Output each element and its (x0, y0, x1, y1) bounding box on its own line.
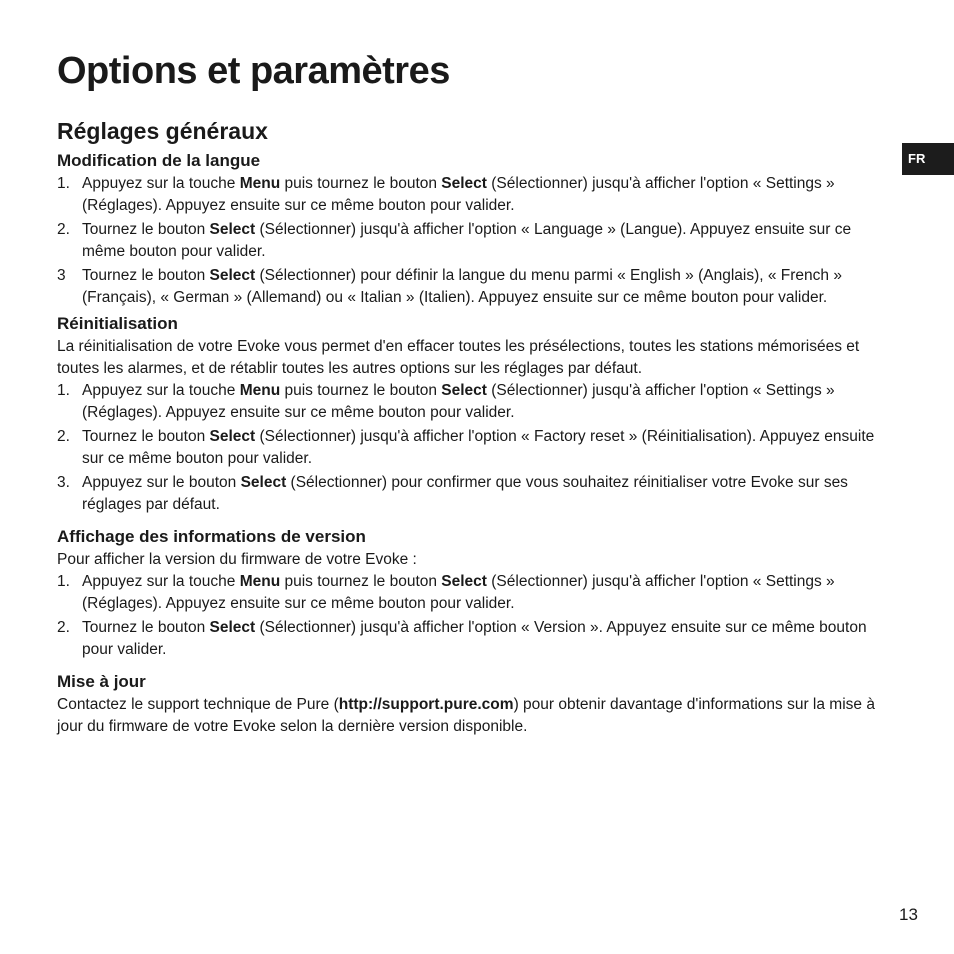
paragraph (57, 549, 893, 571)
bold-term: Select (441, 573, 487, 590)
bold-term: Select (209, 221, 256, 238)
bold-term: Menu (239, 175, 281, 192)
subsection-heading: Modification de la langue (57, 151, 261, 170)
bold-term: Menu (239, 573, 281, 590)
text-run: puis tournez le bouton (280, 573, 442, 590)
step-number: 3 (57, 267, 66, 284)
text-run: (Sélectionner) jusqu'à afficher l'option « Language » (Langue). Appuyez ensuite sur ce même bouton pour valider. (82, 221, 852, 260)
subsection-heading: Mise à jour (57, 672, 146, 691)
bold-term: http://support.pure.com (338, 696, 514, 713)
spacer (57, 661, 893, 670)
text-run: (Sélectionner) pour confirmer que vous souhaitez réinitialiser votre Evoke sur ses réglages par défaut. (82, 474, 848, 513)
step-number: 2. (57, 221, 70, 238)
section-title: Réglages généraux (57, 118, 268, 144)
text-run: Tournez le bouton (82, 619, 210, 636)
text-run: puis tournez le bouton (280, 382, 442, 399)
bold-term: Select (441, 175, 487, 192)
step-number: 2. (57, 428, 70, 445)
paragraph (57, 336, 893, 380)
page-number: 13 (899, 905, 918, 924)
text-run: La réinitialisation de votre Evoke vous permet d'en effacer toutes les présélections, toutes les stations mémorisées et toutes les alarmes, et de rétablir toutes les autres options sur les réglages par défaut. (57, 338, 860, 377)
bold-term: Select (209, 267, 256, 284)
step-number: 1. (57, 382, 70, 399)
list-item (57, 571, 893, 615)
subsection-heading: Réinitialisation (57, 314, 178, 333)
step-number: 1. (57, 573, 70, 590)
list-item (57, 265, 893, 309)
bold-term: Select (441, 382, 487, 399)
list-item (57, 472, 893, 516)
bold-term: Select (240, 474, 287, 491)
text-run: Pour afficher la version du firmware de votre Evoke : (57, 551, 417, 568)
main-content (57, 149, 893, 738)
text-run: (Sélectionner) jusqu'à afficher l'option « Factory reset » (Réinitialisation). Appuyez ensuite sur ce même bouton pour valider. (82, 428, 875, 467)
list-item (57, 219, 893, 263)
text-run: Tournez le bouton (82, 221, 210, 238)
text-run: (Sélectionner) jusqu'à afficher l'option « Settings » (Réglages). Appuyez ensuite sur ce même bouton pour valider. (82, 175, 835, 214)
text-run: Appuyez sur la touche (82, 573, 240, 590)
text-run: Tournez le bouton (82, 267, 210, 284)
step-number: 1. (57, 175, 70, 192)
steps-list (57, 173, 893, 309)
text-run: Appuyez sur le bouton (82, 474, 241, 491)
text-run: Tournez le bouton (82, 428, 210, 445)
text-run: (Sélectionner) jusqu'à afficher l'option « Version ». Appuyez ensuite sur ce même bouton pour valider. (82, 619, 867, 658)
bold-term: Select (209, 619, 256, 636)
text-run: Contactez le support technique de Pure ( (57, 696, 339, 713)
page-title: Options et paramètres (57, 50, 450, 92)
step-number: 2. (57, 619, 70, 636)
list-item (57, 380, 893, 424)
bold-term: Select (209, 428, 256, 445)
steps-list (57, 380, 893, 516)
language-tab: FR (902, 143, 954, 175)
list-item (57, 173, 893, 217)
text-run: (Sélectionner) pour définir la langue du menu parmi « English » (Anglais), « French » (Français), « German » (Allemand) ou « Italian » (Italien). Appuyez ensuite sur ce même bouton pour valider. (82, 267, 842, 306)
list-item (57, 617, 893, 661)
text-run: (Sélectionner) jusqu'à afficher l'option « Settings » (Réglages). Appuyez ensuite sur ce même bouton pour valider. (82, 382, 835, 421)
text-run: ) pour obtenir davantage d'informations sur la mise à jour du firmware de votre Evoke selon la dernière version disponible. (57, 696, 875, 735)
list-item (57, 426, 893, 470)
step-number: 3. (57, 474, 70, 491)
paragraph (57, 694, 893, 738)
steps-list (57, 571, 893, 661)
spacer (57, 516, 893, 525)
text-run: Appuyez sur la touche (82, 175, 240, 192)
text-run: Appuyez sur la touche (82, 382, 240, 399)
text-run: puis tournez le bouton (280, 175, 442, 192)
bold-term: Menu (239, 382, 281, 399)
text-run: (Sélectionner) jusqu'à afficher l'option « Settings » (Réglages). Appuyez ensuite sur ce même bouton pour valider. (82, 573, 835, 612)
subsection-heading: Affichage des informations de version (57, 527, 366, 546)
